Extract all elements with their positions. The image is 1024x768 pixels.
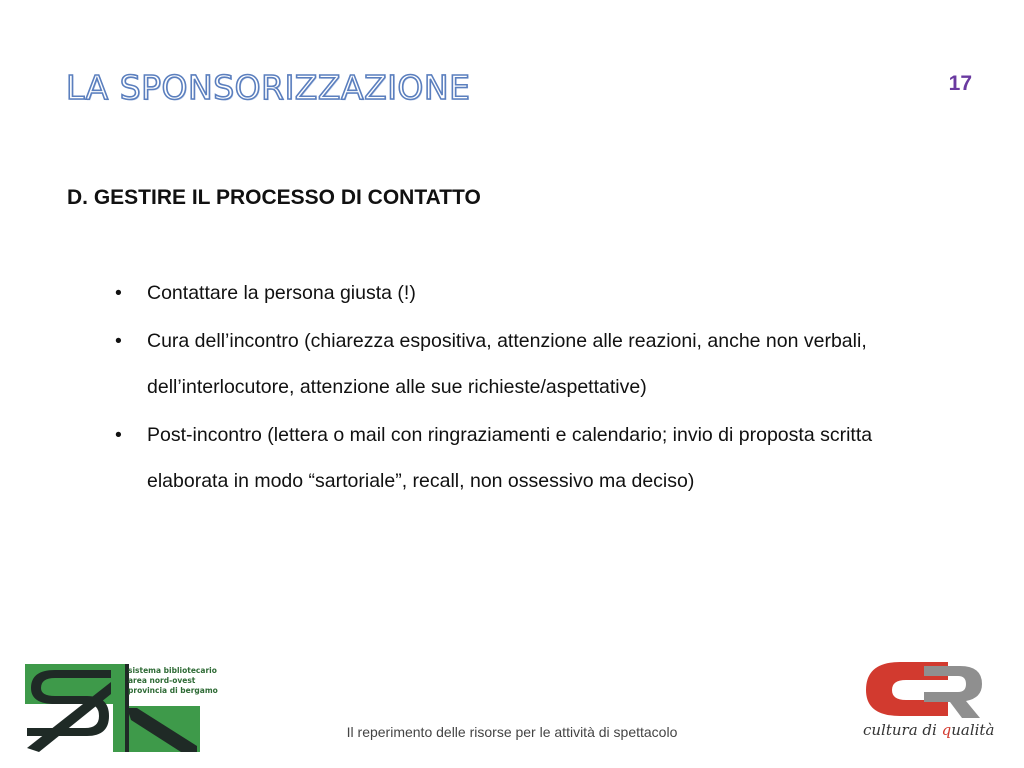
cq-logo-text-part1: cultura di <box>863 721 942 739</box>
bullet-list <box>115 270 945 506</box>
bullet-text: Contattare la persona giusta (!) <box>147 282 416 304</box>
bullet-text: Post-incontro (lettera o mail con ringraziamenti e calendario; invio di proposta scritta elaborata in modo “sartoriale”, recall, non ossessivo ma deciso) <box>147 424 873 492</box>
bullet-symbol: • <box>115 330 122 352</box>
sb-logo-text: sistema bibliotecario area nord-ovest provincia di bergamo <box>128 666 218 695</box>
section-heading: D. GESTIRE IL PROCESSO DI CONTATTO <box>67 186 481 209</box>
bullet-item <box>115 318 945 410</box>
page-number: 17 <box>948 72 972 95</box>
bullet-symbol: • <box>115 282 122 304</box>
footer-caption: Il reperimento delle risorse per le attività di spettacolo <box>346 724 678 740</box>
bullet-item <box>115 412 945 504</box>
cq-logo-icon <box>862 658 986 720</box>
bullet-text: Cura dell’incontro (chiarezza espositiva, attenzione alle reazioni, anche non verbali, dell’interlocutore, attenzione alle sue richieste/aspettative) <box>147 330 867 398</box>
cq-logo-text <box>863 721 994 739</box>
cq-logo-text-accent: q <box>941 721 952 739</box>
slide-title: LA SPONSORIZZAZIONE <box>66 68 471 107</box>
bullet-item <box>115 270 945 316</box>
cq-logo-text-part2: ualità <box>951 721 995 739</box>
bullet-symbol: • <box>115 424 122 446</box>
